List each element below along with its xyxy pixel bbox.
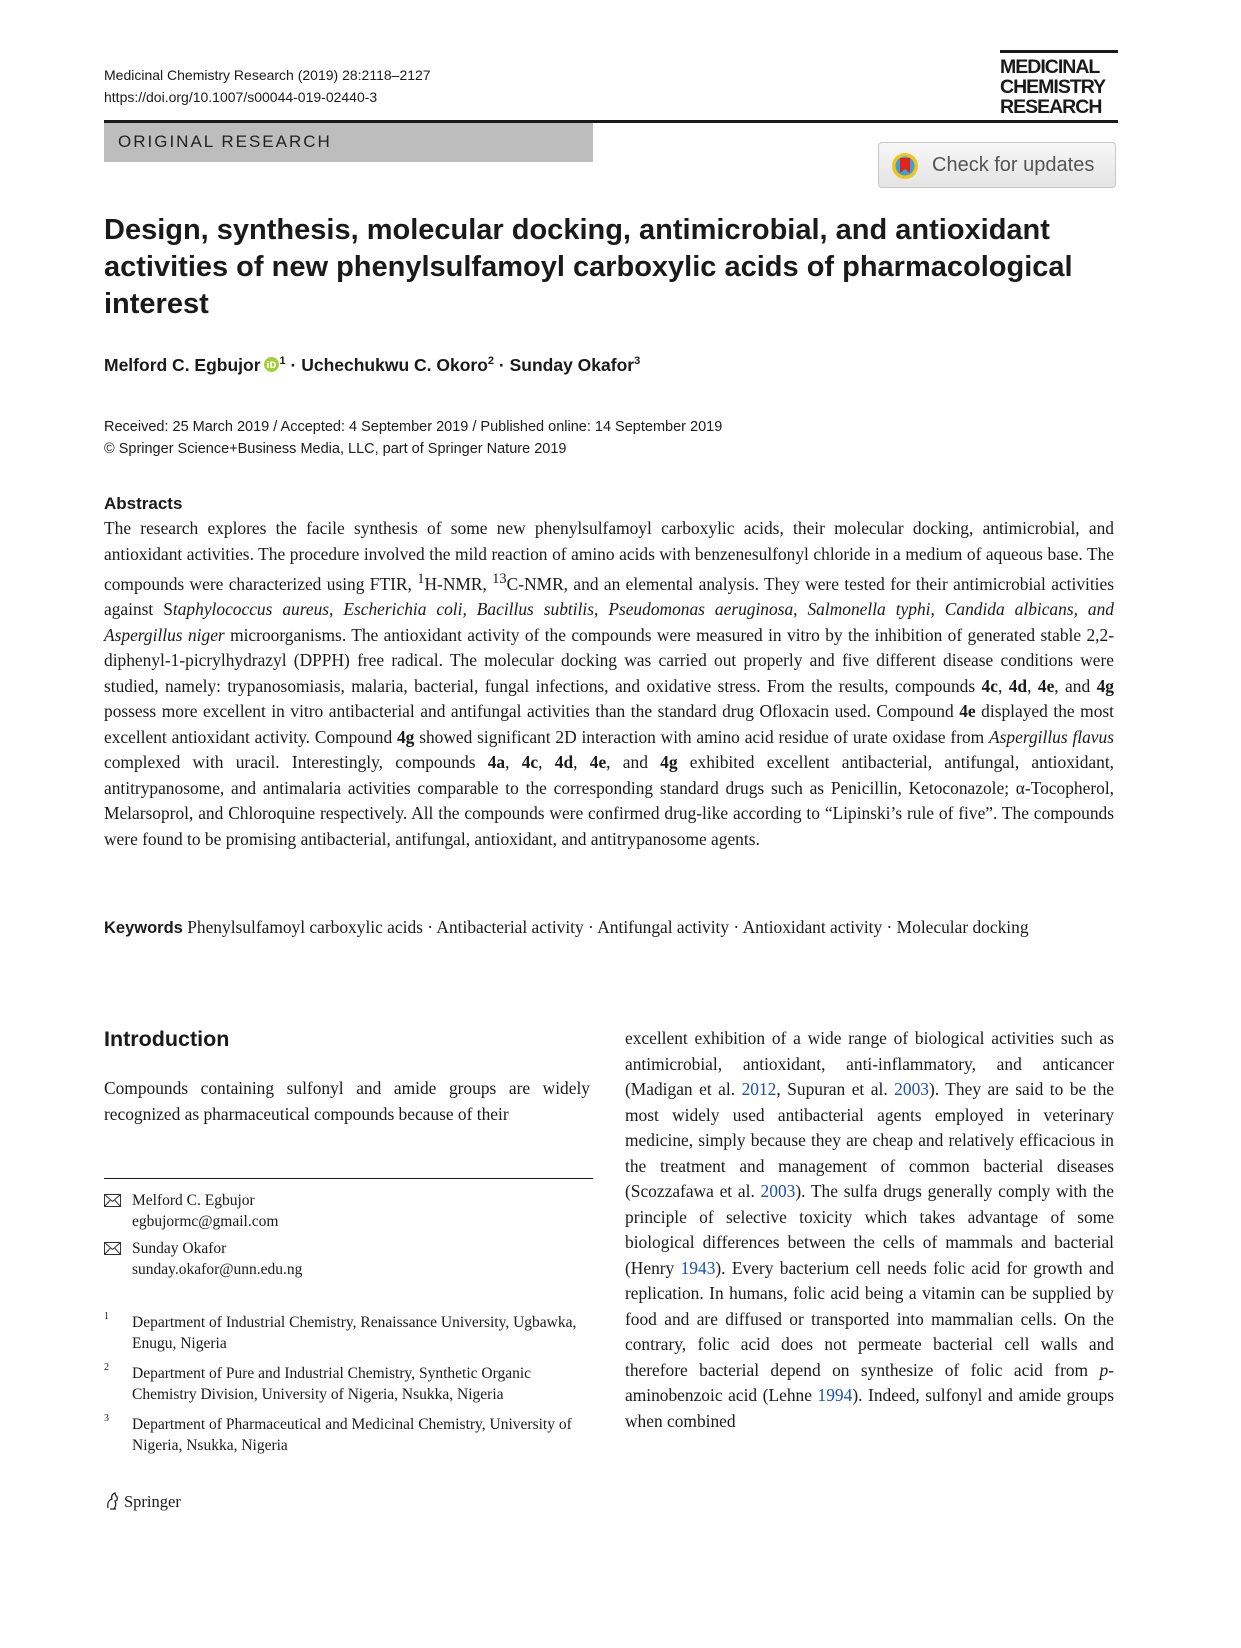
citation-link[interactable]: 2012: [741, 1079, 777, 1099]
introduction-left-column: Compounds containing sulfonyl and amide groups are widely recognized as pharmaceutical compounds because of their: [104, 1078, 590, 1124]
section-label: ORIGINAL RESEARCH: [118, 132, 332, 151]
footnote-rule: [104, 1178, 593, 1179]
affiliation-number: 1: [104, 1311, 109, 1322]
author-affiliation-mark: 2: [487, 355, 495, 368]
affiliation-text: Department of Industrial Chemistry, Renaissance University, Ugbawka, Enugu, Nigeria: [132, 1314, 577, 1352]
contact-email[interactable]: sunday.okafor@unn.edu.ng: [132, 1261, 303, 1278]
dates-line: Received: 25 March 2019 / Accepted: 4 September 2019 / Published online: 14 September 2019: [104, 419, 723, 435]
springer-horse-icon: [104, 1492, 120, 1510]
contact-name: Sunday Okafor: [132, 1240, 227, 1257]
envelope-icon: [104, 1194, 121, 1207]
journal-logo: [1000, 50, 1118, 117]
check-for-updates-label: Check for updates: [932, 154, 1095, 176]
author-affiliation-mark: 1: [279, 355, 286, 368]
author-affiliation-mark: 3: [634, 355, 641, 368]
contact-name: Melford C. Egbujor: [132, 1192, 255, 1209]
publisher-name: Springer: [124, 1492, 181, 1511]
citation-link[interactable]: 2003: [894, 1079, 929, 1099]
publication-dates: [104, 416, 722, 460]
keywords-label: Keywords: [104, 919, 183, 937]
author-name[interactable]: Sunday Okafor: [509, 355, 635, 375]
citation-link[interactable]: 2003: [760, 1181, 796, 1201]
copyright-line: © Springer Science+Business Media, LLC, part of Springer Nature 2019: [104, 441, 567, 457]
journal-info: [104, 64, 431, 108]
affiliation-text: Department of Pure and Industrial Chemistry, Synthetic Organic Chemistry Division, University of Nigeria, Nsukka, Nigeria: [132, 1365, 532, 1403]
publisher-footer: [104, 1492, 181, 1512]
author-separator: ·: [494, 355, 510, 375]
affiliation-number: 3: [104, 1413, 109, 1424]
section-band: [104, 123, 593, 162]
logo-line: MEDICINAL: [1000, 56, 1100, 78]
contact-email[interactable]: egbujormc@gmail.com: [132, 1213, 279, 1230]
svg-text:iD: iD: [266, 359, 276, 370]
affiliation-text: Department of Pharmaceutical and Medicinal Chemistry, University of Nigeria, Nsukka, Nigeria: [132, 1416, 572, 1454]
logo-line: CHEMISTRY: [1000, 76, 1106, 98]
author-name[interactable]: Melford C. Egbujor: [104, 355, 261, 375]
introduction-heading: Introduction: [104, 1027, 230, 1051]
envelope-icon: [104, 1242, 121, 1255]
abstract-heading: Abstracts: [104, 494, 183, 513]
author-name[interactable]: Uchechukwu C. Okoro: [301, 355, 488, 375]
citation-link[interactable]: 1943: [680, 1257, 716, 1278]
journal-citation: Medicinal Chemistry Research (2019) 28:2118–2127: [104, 67, 431, 83]
introduction-right-column: excellent exhibition of a wide range of biological activities such as antimicrobial, antioxidant, anti-inflammatory, and anticancer (Madigan et al. 2012, Supuran et al. 2003). They are said to be the most widely used antibacterial agents employed in veterinary medicine, simply because they are cheap and relatively efficacious in the treatment and management of common bacterial diseases (Scozzafawa et al. 2003). The sulfa drugs generally comply with the principle of selective toxicity which takes advantage of some biological differences between the cells of mammals and bacterial (Henry 1943). Every bacterium cell needs folic acid for growth and replication. In humans, folic acid being a vitamin can be supplied by food and are diffused or transported into mammalian cells. On the contrary, folic acid does not permeate bacterial cell walls and therefore bacterial depend on synthesize of folic acid from p-aminobenzoic acid (Lehne 1994). Indeed, sulfonyl and amide groups when combined: [625, 1028, 1115, 1431]
orcid-icon[interactable]: [264, 357, 279, 372]
citation-link[interactable]: 1994: [817, 1385, 853, 1405]
author-list: [104, 355, 640, 376]
keywords: [104, 915, 1114, 942]
author-separator: ·: [285, 355, 302, 375]
doi-link[interactable]: https://doi.org/10.1007/s00044-019-02440-3: [104, 89, 378, 105]
article-title: Design, synthesis, molecular docking, antimicrobial, and antioxidant activities of new phenylsulfamoyl carboxylic acids of pharmacological interest: [104, 214, 1073, 320]
abstract-body: The research explores the facile synthesis of some new phenylsulfamoyl carboxylic acids, their molecular docking, antimicrobial, and antioxidant activities. The procedure involved the mild reaction of amino acids with benzenesulfonyl chloride in a medium of aqueous base. The compounds were characterized using FTIR, $^1$H-NMR, $^{13}$C-NMR, and an elemental analysis. They were tested for their antimicrobial activities against Staphylococcus aureus, Escherichia coli, Bacillus subtilis, Pseudomonas aeruginosa, Salmonella typhi, Candida albicans, and Aspergillus niger microorganisms. The antioxidant activity of the compounds were measured in vitro by the inhibition of generated stable 2,2-diphenyl-1-picrylhydrazyl (DPPH) free radical. The molecular docking was carried out properly and five different disease conditions were studied, namely: trypanosomiasis, malaria, bacterial, fungal infections, and oxidative stress. From the results, compounds 4c, 4d, 4e, and 4g possess more excellent in vitro antibacterial and antifungal activities than the standard drug Ofloxacin used. Compound 4e displayed the most excellent antioxidant activity. Compound 4g showed significant 2D interaction with amino acid residue of urate oxidase from Aspergillus flavus complexed with uracil. Interestingly, compounds 4a, 4c, 4d, 4e, and 4g exhibited excellent antibacterial, antifungal, antioxidant, antitrypanosome, and antimalaria activities comparable to the corresponding standard drugs such as Penicillin, Ketoconazole; α-Tocopherol, Melarsoprol, and Chloroquine respectively. All the compounds were confirmed drug-like according to “Lipinski’s rule of five”. The compounds were found to be promising antibacterial, antifungal, antioxidant, and antitrypanosome agents.: [104, 518, 1115, 849]
logo-line: RESEARCH: [1000, 96, 1102, 118]
check-for-updates-icon: [891, 152, 919, 180]
affiliation-number: 2: [104, 1362, 109, 1373]
keywords-text: Phenylsulfamoyl carboxylic acids · Antibacterial activity · Antifungal activity · Antioxidant activity · Molecular docking: [187, 917, 1029, 937]
check-for-updates-button[interactable]: [878, 142, 1116, 188]
